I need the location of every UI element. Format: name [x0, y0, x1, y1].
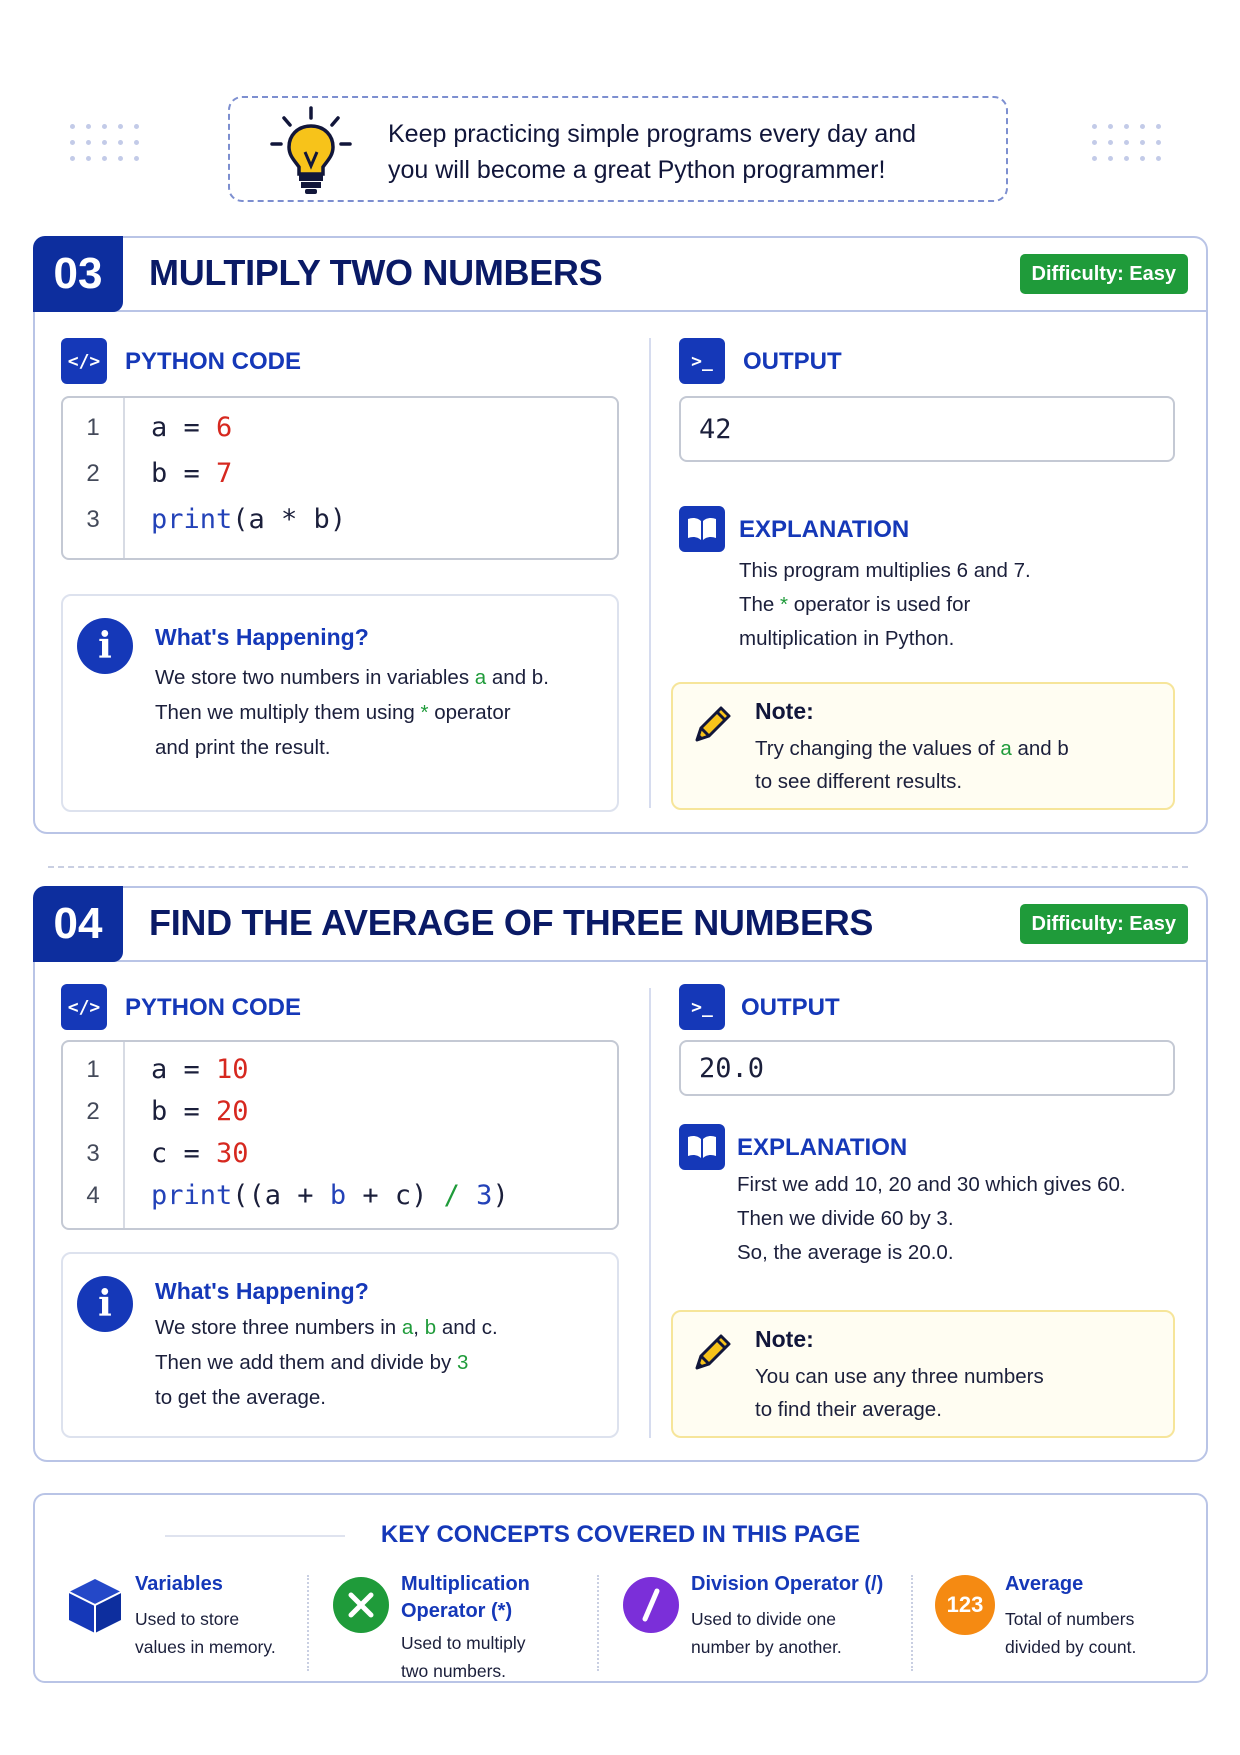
code-line: c = 30	[151, 1138, 249, 1169]
difficulty-badge: Difficulty: Easy	[1020, 254, 1188, 294]
line-number-gutter	[63, 1042, 125, 1228]
line-number: 4	[86, 1182, 100, 1209]
lightbulb-icon	[266, 104, 356, 200]
explanation-text	[737, 1168, 1126, 1270]
concept-multiplication	[331, 1571, 561, 1681]
difficulty-badge: Difficulty: Easy	[1020, 904, 1188, 944]
note-title: Note:	[755, 698, 814, 724]
numbers-icon-text: 123	[946, 1592, 984, 1617]
whats-happening-box	[61, 594, 619, 812]
line-number-gutter	[63, 398, 125, 558]
code-line: b = 20	[151, 1096, 249, 1127]
column-divider	[649, 338, 651, 808]
explanation-label: EXPLANATION	[739, 516, 910, 543]
code-line: b = 7	[151, 458, 233, 489]
code-editor	[61, 396, 619, 560]
note-line: to see different results.	[755, 770, 963, 793]
concept-name: Average	[1005, 1573, 1084, 1595]
tip-banner	[228, 96, 1008, 202]
code-icon: </>	[61, 984, 107, 1030]
code-line: print((a + b + c) / 3)	[151, 1180, 509, 1211]
explanation-text	[739, 554, 1031, 656]
key-concepts-title: KEY CONCEPTS COVERED IN THIS PAGE	[380, 1521, 861, 1548]
lesson-card-04	[33, 886, 1208, 1462]
info-text: and c.	[441, 1316, 498, 1339]
note-box	[671, 1310, 1175, 1438]
terminal-icon: >_	[679, 984, 725, 1030]
lesson-title: FIND THE AVERAGE OF THREE NUMBERS	[149, 902, 874, 943]
code-line: a = 10	[151, 1054, 249, 1085]
code-line: print(a * b)	[151, 504, 347, 535]
code-icon: </>	[61, 338, 107, 384]
whats-happening-title: What's Happening?	[155, 624, 369, 650]
code-line: a = 6	[151, 412, 233, 443]
concept-divider	[911, 1575, 913, 1671]
note-line: to find their average.	[755, 1398, 942, 1421]
info-text: and print the result.	[155, 736, 331, 759]
concept-desc	[401, 1629, 526, 1685]
terminal-icon: >_	[679, 338, 725, 384]
var-a: a	[1000, 737, 1012, 760]
explanation-line: operator is used for	[793, 593, 971, 616]
concept-average	[935, 1571, 1185, 1671]
line-number: 1	[86, 414, 100, 441]
output-label: OUTPUT	[741, 994, 840, 1021]
explanation-line: The	[739, 593, 775, 616]
concept-desc	[691, 1605, 842, 1661]
lesson-header	[33, 236, 1208, 312]
var-b: b	[424, 1316, 437, 1339]
info-text: Then we add them and divide by	[155, 1351, 452, 1374]
column-divider	[649, 988, 651, 1438]
info-icon: i	[77, 618, 133, 674]
tip-text	[388, 116, 988, 188]
note-line: You can use any three numbers	[755, 1365, 1044, 1388]
concept-name	[401, 1571, 530, 1625]
note-text	[755, 732, 1069, 798]
concept-desc-line: Total of numbers	[1005, 1609, 1135, 1629]
lesson-title: MULTIPLY TWO NUMBERS	[149, 252, 603, 293]
info-text: ,	[413, 1316, 419, 1339]
book-icon	[679, 1124, 725, 1170]
note-text	[755, 1360, 1044, 1426]
line-number: 3	[86, 1140, 100, 1167]
tip-line-1: Keep practicing simple programs every day and	[388, 120, 917, 148]
concept-name-line: Multiplication	[401, 1573, 530, 1595]
concept-name: Division Operator (/)	[691, 1573, 884, 1595]
output-label: OUTPUT	[743, 348, 842, 375]
whats-happening-text	[155, 660, 549, 765]
concept-desc-line: two numbers.	[401, 1661, 507, 1681]
pencil-icon	[689, 1328, 737, 1376]
key-concepts-panel	[33, 1493, 1208, 1683]
concept-desc-line: Used to divide one	[691, 1609, 836, 1629]
note-line: and b	[1017, 737, 1069, 760]
output-value: 42	[679, 396, 1175, 462]
concept-name: Variables	[135, 1573, 223, 1595]
concept-desc-line: values in memory.	[135, 1637, 276, 1657]
whats-happening-box	[61, 1252, 619, 1438]
decorative-dots-left	[70, 124, 144, 166]
explanation-line: multiplication in Python.	[739, 627, 955, 650]
explanation-line: This program multiplies 6 and 7.	[739, 559, 1031, 582]
note-title: Note:	[755, 1326, 814, 1352]
line-number: 3	[86, 506, 100, 533]
var-a: a	[474, 666, 487, 689]
python-code-label: PYTHON CODE	[125, 994, 302, 1021]
concept-desc-line: Used to multiply	[401, 1633, 526, 1653]
explanation-line: First we add 10, 20 and 30 which gives 60.	[737, 1173, 1126, 1196]
line-number: 1	[86, 1056, 100, 1083]
whats-happening-text	[155, 1310, 498, 1415]
concept-desc	[135, 1605, 276, 1661]
operator-symbol: *	[420, 701, 429, 724]
python-code-label: PYTHON CODE	[125, 348, 302, 375]
note-box	[671, 682, 1175, 810]
info-text: We store three numbers in	[155, 1316, 397, 1339]
concept-desc-line: number by another.	[691, 1637, 842, 1657]
divide-icon	[621, 1575, 681, 1635]
multiply-icon	[331, 1575, 391, 1635]
var-a: a	[401, 1316, 414, 1339]
cube-icon	[65, 1575, 125, 1635]
operator-symbol: *	[780, 593, 789, 616]
concept-desc-line: divided by count.	[1005, 1637, 1137, 1657]
explanation-label: EXPLANATION	[737, 1134, 908, 1161]
lesson-number: 04	[33, 886, 123, 962]
lesson-header	[33, 886, 1208, 962]
lesson-card-03	[33, 236, 1208, 834]
tip-line-2: you will become a great Python programmer!	[388, 156, 886, 184]
pencil-icon	[689, 700, 737, 748]
concept-divider	[597, 1575, 599, 1671]
concept-desc	[1005, 1605, 1136, 1661]
whats-happening-title: What's Happening?	[155, 1278, 369, 1304]
section-separator	[48, 866, 1188, 868]
book-icon	[679, 506, 725, 552]
divisor-value: 3	[457, 1351, 469, 1374]
concept-variables	[65, 1571, 295, 1671]
code-editor	[61, 1040, 619, 1230]
concept-desc-line: Used to store	[135, 1609, 240, 1629]
line-number: 2	[86, 460, 100, 487]
info-text: operator	[434, 701, 511, 724]
info-text: and b.	[491, 666, 549, 689]
explanation-line: Then we divide 60 by 3.	[737, 1207, 954, 1230]
concept-division	[621, 1571, 891, 1671]
line-number: 2	[86, 1098, 100, 1125]
explanation-line: So, the average is 20.0.	[737, 1241, 954, 1264]
info-text: Then we multiply them using	[155, 701, 415, 724]
info-text: to get the average.	[155, 1386, 326, 1409]
note-line: Try changing the values of	[755, 737, 995, 760]
numbers-icon	[935, 1575, 995, 1635]
output-value: 20.0	[679, 1040, 1175, 1096]
info-icon: i	[77, 1276, 133, 1332]
lesson-number: 03	[33, 236, 123, 312]
concept-divider	[307, 1575, 309, 1671]
info-text: We store two numbers in variables	[155, 666, 470, 689]
concept-name-line: Operator (*)	[401, 1600, 513, 1622]
decorative-dots-right	[1092, 124, 1166, 166]
